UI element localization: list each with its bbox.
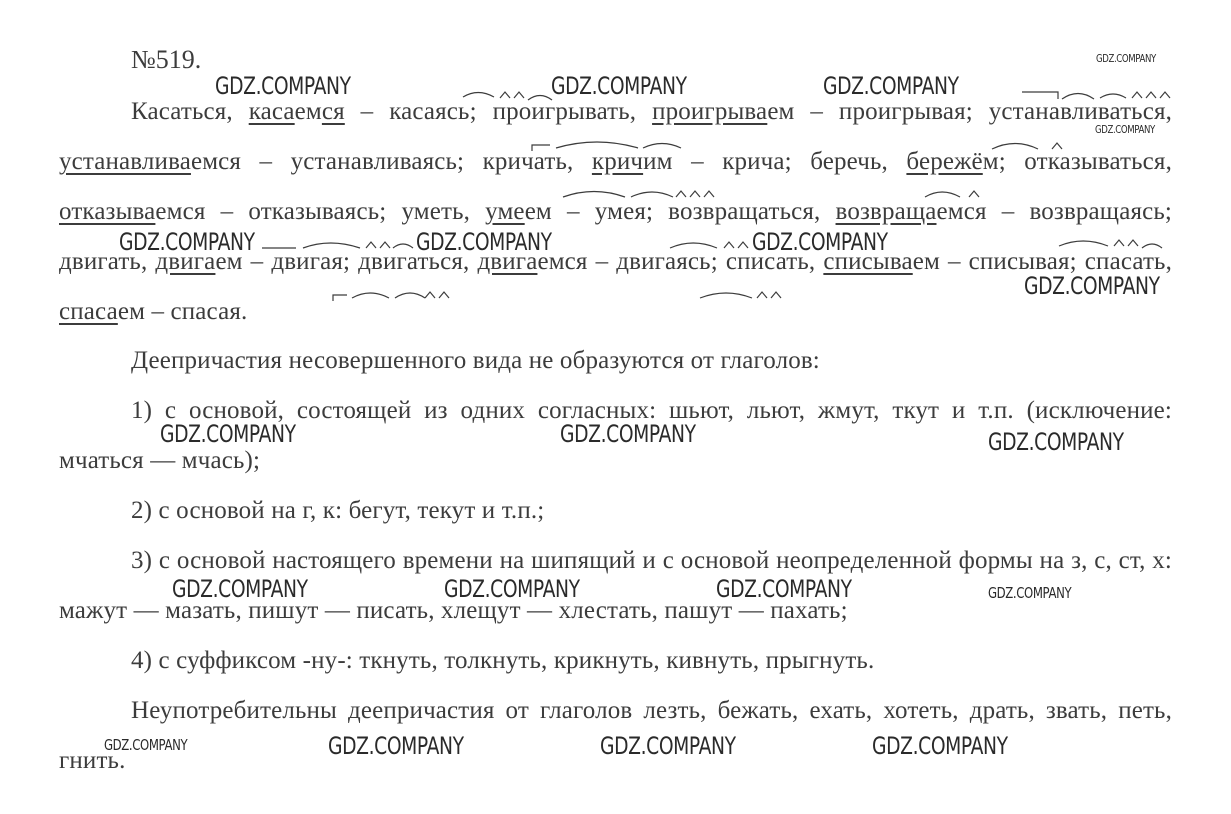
underlined-stem: проигрыва — [652, 98, 768, 125]
underlined-stem: ся — [321, 98, 345, 125]
watermark: GDZ.COMPANY — [551, 72, 687, 100]
watermark: GDZ.COMPANY — [600, 732, 736, 760]
text-segment: ем – спасая. — [117, 298, 248, 325]
watermark: GDZ.COMPANY — [444, 575, 580, 603]
text-segment: емся – двигаясь; списать, — [537, 248, 824, 275]
text-segment: м; отказываться, — [982, 148, 1172, 175]
underlined-stem: каса — [248, 98, 295, 125]
watermark: GDZ.COMPANY — [215, 72, 351, 100]
underlined-stem: двига — [155, 248, 216, 275]
watermark: GDZ.COMPANY — [416, 228, 552, 256]
watermark: GDZ.COMPANY — [872, 732, 1008, 760]
watermark: GDZ.COMPANY — [104, 736, 188, 754]
task-number: №519. — [131, 45, 202, 74]
paragraph-rule-1: 1) с основой, состоящей из одних согласных: шьют, льют, жмут, ткут и т.п. (исключение: мчаться — мчась); — [59, 397, 1172, 474]
watermark: GDZ.COMPANY — [172, 575, 308, 603]
watermark: GDZ.COMPANY — [1096, 52, 1156, 65]
text-segment: емся – отказываясь; уметь, — [155, 198, 486, 225]
underlined-stem: бережё — [906, 148, 983, 175]
watermark: GDZ.COMPANY — [1024, 272, 1160, 300]
watermark: GDZ.COMPANY — [988, 584, 1072, 602]
watermark: GDZ.COMPANY — [988, 428, 1124, 456]
paragraph-rule-4: 4) с суффиксом -ну-: ткнуть, толкнуть, крикнуть, кивнуть, прыгнуть. — [131, 647, 875, 674]
underlined-stem: отказыва — [59, 198, 156, 225]
watermark: GDZ.COMPANY — [752, 228, 888, 256]
watermark: GDZ.COMPANY — [1095, 123, 1155, 136]
text-segment: Касаться, — [131, 98, 249, 125]
underlined-stem: устанавлива — [59, 148, 191, 175]
text-segment: ем – проигрывая; устанавливаться, — [767, 98, 1173, 125]
text-segment: – касаясь; проигрывать, — [344, 98, 653, 125]
text-segment: ем – двигая; двигаться, — [215, 248, 478, 275]
paragraph-unused-verbs: Неупотребительны деепричастия от глаголов лезть, бежать, ехать, хотеть, драть, звать, петь, гнить. — [59, 697, 1172, 774]
underlined-stem: списыва — [823, 248, 913, 275]
text-segment: емся – возвращаясь; двигать, — [59, 198, 1172, 275]
text-segment: емся – устанавливаясь; кричать, — [190, 148, 592, 175]
watermark: GDZ.COMPANY — [823, 72, 959, 100]
paragraph-rule-2: 2) с основой на г, к: бегут, текут и т.п.; — [131, 497, 545, 524]
watermark: GDZ.COMPANY — [160, 420, 296, 448]
underlined-stem: крич — [591, 148, 644, 175]
text-segment: им – крича; беречь, — [643, 148, 907, 175]
watermark: GDZ.COMPANY — [560, 420, 696, 448]
text-segment: ем – списывая; спасать, — [912, 248, 1172, 275]
text-segment: ем — [294, 98, 322, 125]
paragraph-examples — [59, 87, 1172, 337]
watermark: GDZ.COMPANY — [328, 732, 464, 760]
underlined-stem: спаса — [59, 298, 118, 325]
paragraph-rule-intro: Деепричастия несовершенного вида не образуются от глаголов: — [131, 347, 820, 374]
watermark: GDZ.COMPANY — [716, 575, 852, 603]
underlined-stem: двига — [477, 248, 538, 275]
watermark: GDZ.COMPANY — [119, 228, 255, 256]
underlined-stem: возвраща — [835, 198, 937, 225]
paragraph-rule-3: 3) с основой настоящего времени на шипящий и с основой неопределенной формы на з, с, ст, х: мажут — мазать, пишут — писать, хлещут — хлестать, пашут — пахать; — [59, 547, 1172, 624]
text-segment: ем – умея; возвращаться, — [524, 198, 836, 225]
underlined-stem: уме — [485, 198, 525, 225]
